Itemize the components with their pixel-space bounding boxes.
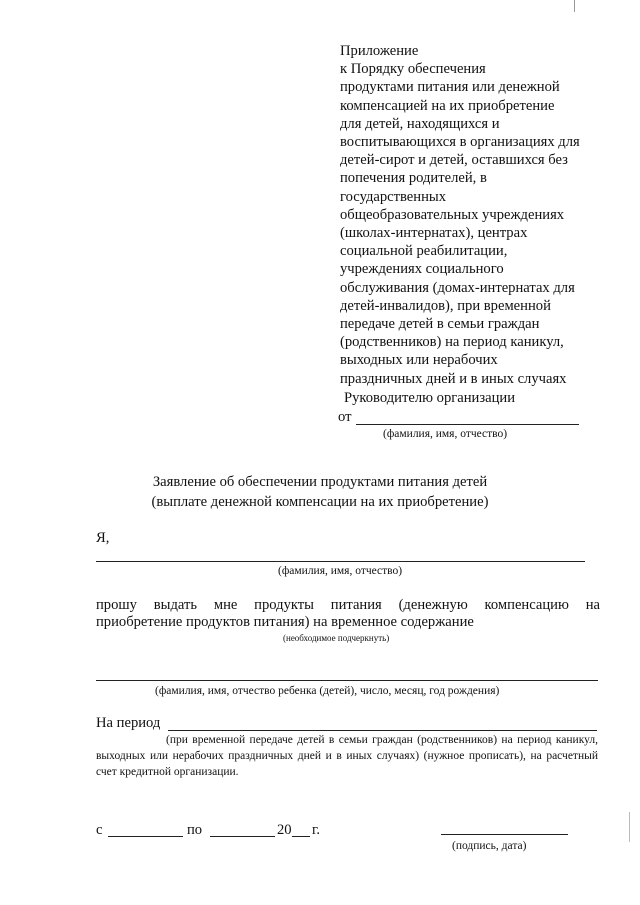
appendix-line: детей-инвалидов), при временной [340, 297, 551, 314]
applicant-name-hint: (фамилия, имя, отчество) [278, 565, 403, 577]
date-from-line[interactable] [108, 836, 183, 837]
year-suffix: г. [312, 822, 320, 838]
period-line[interactable] [168, 730, 597, 731]
appendix-line: выходных или нерабочих [340, 352, 498, 369]
appendix-line: детей-сирот и детей, оставшихся без [340, 152, 568, 169]
appendix-line: социальной реабилитации, [340, 243, 508, 260]
appendix-line: воспитывающихся в организациях для [340, 134, 580, 151]
request-line1: прошу выдать мне продукты питания (денежную компенсацию на [96, 597, 600, 613]
scan-edge-mark-top [574, 0, 575, 12]
period-explanation: (при временной передаче детей в семьи граждан (родственников) на период каникул, выходных или нерабочих праздничных дней и в иных случаях) (нужное прописать), на расчетный счет кредитной организации. [96, 734, 598, 778]
year-prefix: 20 [277, 822, 292, 838]
appendix-line: общеобразовательных учреждениях [340, 206, 565, 223]
appendix-line: Приложение [340, 43, 419, 59]
appendix-line: (школах-интернатах), центрах [340, 225, 528, 242]
date-from-label: с [96, 822, 103, 838]
appendix-line: государственных [340, 188, 447, 205]
request-line2: приобретение продуктов питания) на временное содержание [96, 614, 474, 630]
applicant-name-line[interactable] [96, 561, 585, 562]
child-info-line[interactable] [96, 680, 598, 681]
appendix-line: компенсацией на их приобретение [340, 97, 555, 114]
period-label: На период [96, 715, 161, 731]
signature-line[interactable] [441, 834, 568, 835]
statement-title-line1: Заявление об обеспечении продуктами питания детей [152, 474, 488, 490]
appendix-line: попечения родителей, в [340, 170, 487, 187]
addressee-name-hint: (фамилия, имя, отчество) [383, 428, 508, 440]
statement-title-line2: (выплате денежной компенсации на их приобретение) [151, 494, 489, 510]
appendix-line: обслуживания (домах-интернатах для [340, 279, 575, 296]
appendix-line: (родственников) на период каникул, [340, 334, 564, 351]
addressee-name-line[interactable] [356, 424, 579, 425]
signature-hint: (подпись, дата) [452, 840, 527, 852]
date-to-label: по [187, 822, 203, 838]
addressee-from-label: от [338, 409, 352, 425]
scan-edge-mark-right [629, 812, 630, 842]
appendix-line: для детей, находящихся и [340, 115, 500, 132]
year-line[interactable] [292, 836, 310, 837]
appendix-line: учреждениях социального [340, 261, 504, 278]
appendix-line: праздничных дней и в иных случаях [340, 370, 567, 387]
appendix-line: к Порядку обеспечения [340, 61, 486, 78]
request-note: (необходимое подчеркнуть) [283, 633, 390, 643]
date-to-line[interactable] [210, 836, 275, 837]
appendix-header [340, 42, 600, 388]
appendix-line: передаче детей в семьи граждан [340, 316, 540, 333]
appendix-line: продуктами питания или денежной [340, 79, 560, 96]
child-info-hint: (фамилия, имя, отчество ребенка (детей), число, месяц, год рождения) [155, 685, 500, 697]
addressee-to: Руководителю организации [344, 390, 515, 406]
applicant-label: Я, [96, 530, 110, 546]
